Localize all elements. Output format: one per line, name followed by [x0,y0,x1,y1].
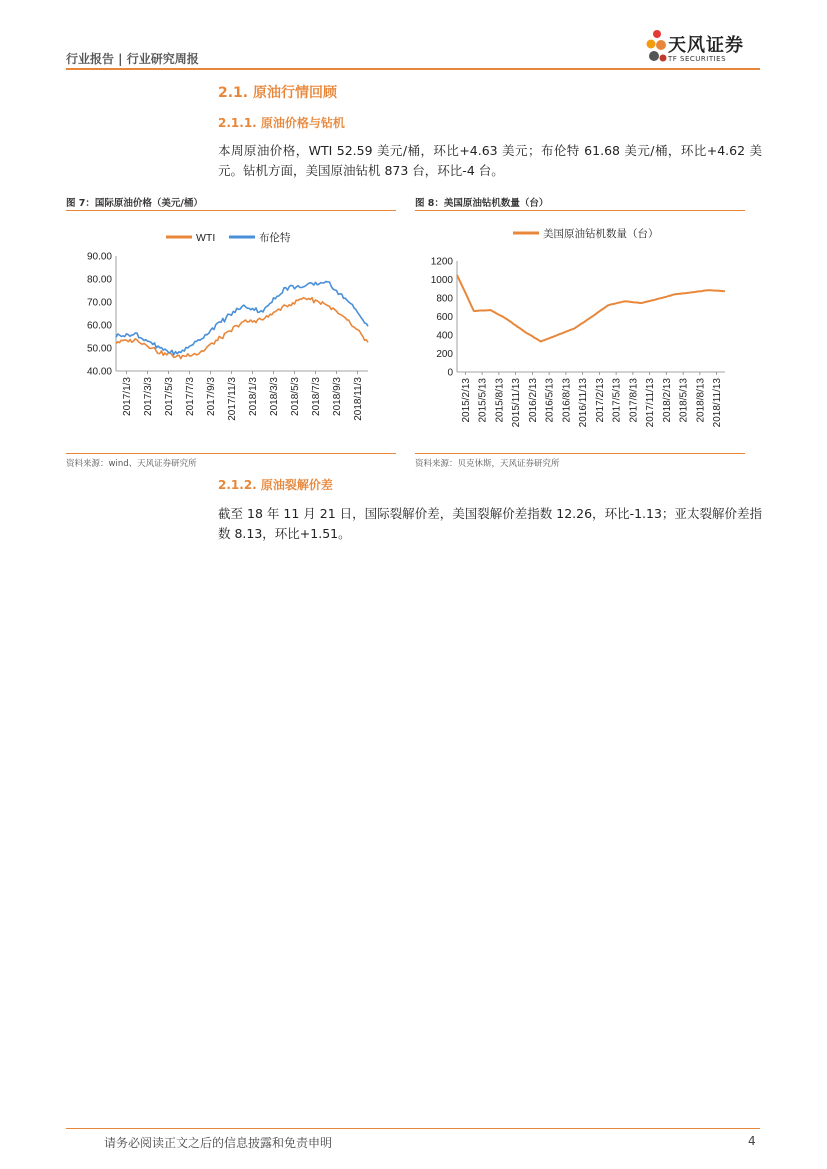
x-tick-label: 2017/11/13 [645,378,657,428]
logo-text-en: TF SECURITIES [668,55,727,63]
y-tick-label: 600 [436,312,453,323]
x-tick-label: 2018/7/3 [311,377,322,416]
y-tick-label: 50.00 [86,343,112,355]
subsection-title-1: 2.1.1. 原油价格与钻机 [218,116,345,130]
x-tick-label: 2016/5/13 [544,378,556,423]
y-tick-label: 40.00 [86,366,112,378]
y-tick-label: 90.00 [86,251,112,263]
x-tick-label: 2018/5/13 [678,378,690,423]
series-line-2 [116,281,368,354]
x-tick-label: 2018/5/3 [290,377,301,416]
y-tick-label: 800 [436,293,453,305]
paragraph-2: 截至 18 年 11 月 21 日，国际裂解价差，美国裂解价差指数 12.26，环比-1.13；亚太裂解价差指数 8.13，环比+1.51。 [218,506,762,541]
x-tick-label: 2017/5/13 [611,378,623,423]
legend-label: 布伦特 [259,232,291,244]
x-tick-label: 2016/11/13 [578,378,590,428]
chart-crude-oil-price [66,213,396,453]
legend-label: 美国原油钻机数量（台） [543,228,659,240]
x-tick-label: 2017/7/3 [185,377,196,416]
y-tick-label: 1200 [430,256,453,268]
x-tick-label: 2017/9/3 [206,377,217,416]
fig8-title: 图 8：美国原油钻机数量（台） [415,198,549,209]
x-tick-label: 2017/8/13 [628,378,640,423]
y-tick-label: 60.00 [86,320,112,332]
x-tick-label: 2017/1/3 [122,377,133,416]
fig8-source: 资料来源：贝克休斯，天风证券研究所 [415,459,560,469]
fig8-title-rule [415,210,745,211]
fig7-source: 资料来源：wind、天风证券研究所 [66,459,197,469]
x-tick-label: 2016/2/13 [527,378,539,423]
x-tick-label: 2018/3/3 [269,377,280,416]
x-tick-label: 2018/11/13 [712,378,724,428]
x-tick-label: 2017/11/3 [227,377,238,421]
x-tick-label: 2018/11/3 [353,377,364,421]
subsection-title-2: 2.1.2. 原油裂解价差 [218,478,333,492]
x-tick-label: 2016/8/13 [561,378,573,423]
chart-rig-count [415,213,745,453]
x-tick-label: 2018/9/3 [332,377,343,416]
y-tick-label: 200 [436,349,453,360]
series-line-1 [457,275,725,342]
fig7-title: 图 7：国际原油价格（美元/桶） [66,198,203,209]
logo-text-cn: 天风证券 [668,35,744,56]
footer-disclaimer: 请务必阅读正文之后的信息披露和免责申明 [104,1136,333,1150]
x-tick-label: 2017/2/13 [594,378,606,423]
x-tick-label: 2017/5/3 [164,377,175,416]
y-tick-label: 400 [436,330,453,342]
x-tick-label: 2015/2/13 [460,378,472,423]
breadcrumb: 行业报告 | 行业研究周报 [66,52,199,66]
tf-securities-logo [646,26,668,70]
y-tick-label: 0 [447,367,453,379]
x-tick-label: 2018/2/13 [661,378,673,423]
legend-label: WTI [196,232,216,244]
x-tick-label: 2015/8/13 [494,378,506,423]
x-tick-label: 2015/5/13 [477,378,489,423]
fig7-title-rule [66,210,396,211]
footer-divider [66,1128,760,1129]
y-tick-label: 1000 [430,275,453,286]
y-tick-label: 70.00 [86,297,112,309]
x-tick-label: 2015/11/13 [511,378,523,428]
paragraph-1: 本周原油价格，WTI 52.59 美元/桶，环比+4.63 美元；布伦特 61.68 美元/桶，环比+4.62 美元。钻机方面，美国原油钻机 873 台，环比-4 台。 [218,143,762,178]
x-tick-label: 2018/1/3 [248,377,259,416]
fig8-bottom-rule [415,453,745,454]
fig7-bottom-rule [66,453,396,454]
page-number: 4 [748,1134,756,1148]
x-tick-label: 2017/3/3 [143,377,154,416]
y-tick-label: 80.00 [86,274,112,286]
x-tick-label: 2018/8/13 [695,378,707,423]
section-title: 2.1. 原油行情回顾 [218,85,337,101]
